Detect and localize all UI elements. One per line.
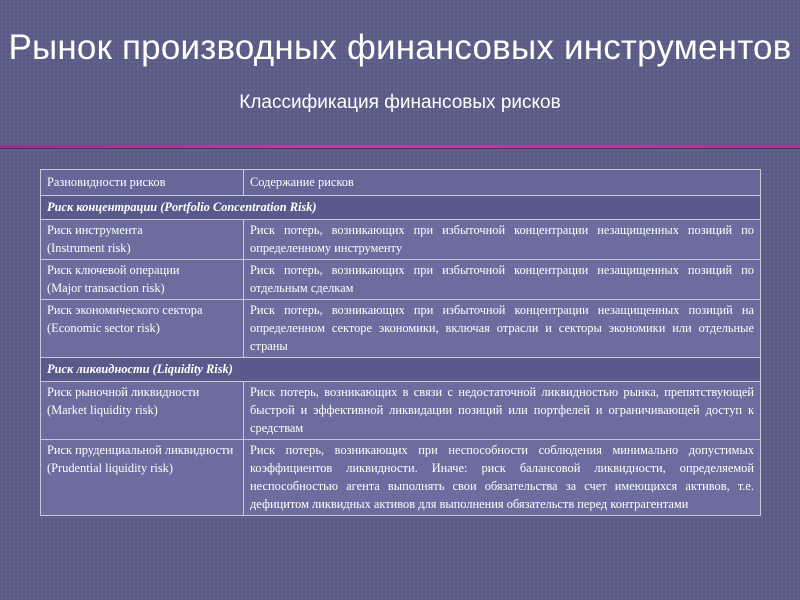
table-row [41,260,761,300]
risk-name-cell [41,382,244,440]
section-row [41,358,761,382]
header-risk-types: Разновидности рисков [41,170,244,196]
header-risk-content: Содержание рисков [244,170,761,196]
slide-title: Рынок производных финансовых инструментов [8,28,792,67]
risk-name-en: (Prudential liquidity risk) [47,461,173,475]
title-divider-shadow [0,148,800,149]
risk-name-cell [41,300,244,358]
risk-name-cell [41,440,244,516]
risk-name-en: (Major transaction risk) [47,281,165,295]
risk-description: Риск потерь, возникающих при избыточной концентрации незащищенных позиций по определенному инструменту [244,220,761,260]
risk-name-en: (Economic sector risk) [47,321,160,335]
table-header-row [41,170,761,196]
risk-description: Риск потерь, возникающих при избыточной концентрации незащищенных позиций по отдельным сделкам [244,260,761,300]
risk-name-cell [41,220,244,260]
table-row [41,300,761,358]
risk-name: Риск экономического сектора [47,303,203,317]
table-row [41,220,761,260]
slide-subtitle: Классификация финансовых рисков [239,92,561,113]
risk-name-cell [41,260,244,300]
risk-classification-table [40,169,761,516]
section-title-liquidity: Риск ликвидности (Liquidity Risk) [41,358,761,382]
risk-description: Риск потерь, возникающих в связи с недостаточной ликвидностью рынка, препятствующей быстрой и эффективной ликвидации позиций или портфелей и ограничивающей доступ к средствам [244,382,761,440]
risk-name: Риск инструмента [47,223,143,237]
risk-name-en: (Instrument risk) [47,241,131,255]
risk-name: Риск пруденциальной ликвидности [47,443,234,457]
risk-name: Риск ключевой операции [47,263,180,277]
risk-description: Риск потерь, возникающих при неспособности соблюдения минимально допустимых коэффициентов ликвидности. Иначе: риск балансовой ликвидности, определяемой неспособностью агента выполнять свои обязательства за счет имеющихся активов, т.е. дефицитом ликвидных активов для выполнения обязательств перед контрагентами [244,440,761,516]
table-row [41,440,761,516]
section-title-concentration: Риск концентрации (Portfolio Concentration Risk) [41,196,761,220]
risk-description: Риск потерь, возникающих при избыточной концентрации незащищенных позиций на определенном секторе экономики, включая отрасли и секторы экономики или отдельные страны [244,300,761,358]
table-row [41,382,761,440]
section-row [41,196,761,220]
risk-name-en: (Market liquidity risk) [47,403,158,417]
risk-name: Риск рыночной ликвидности [47,385,200,399]
